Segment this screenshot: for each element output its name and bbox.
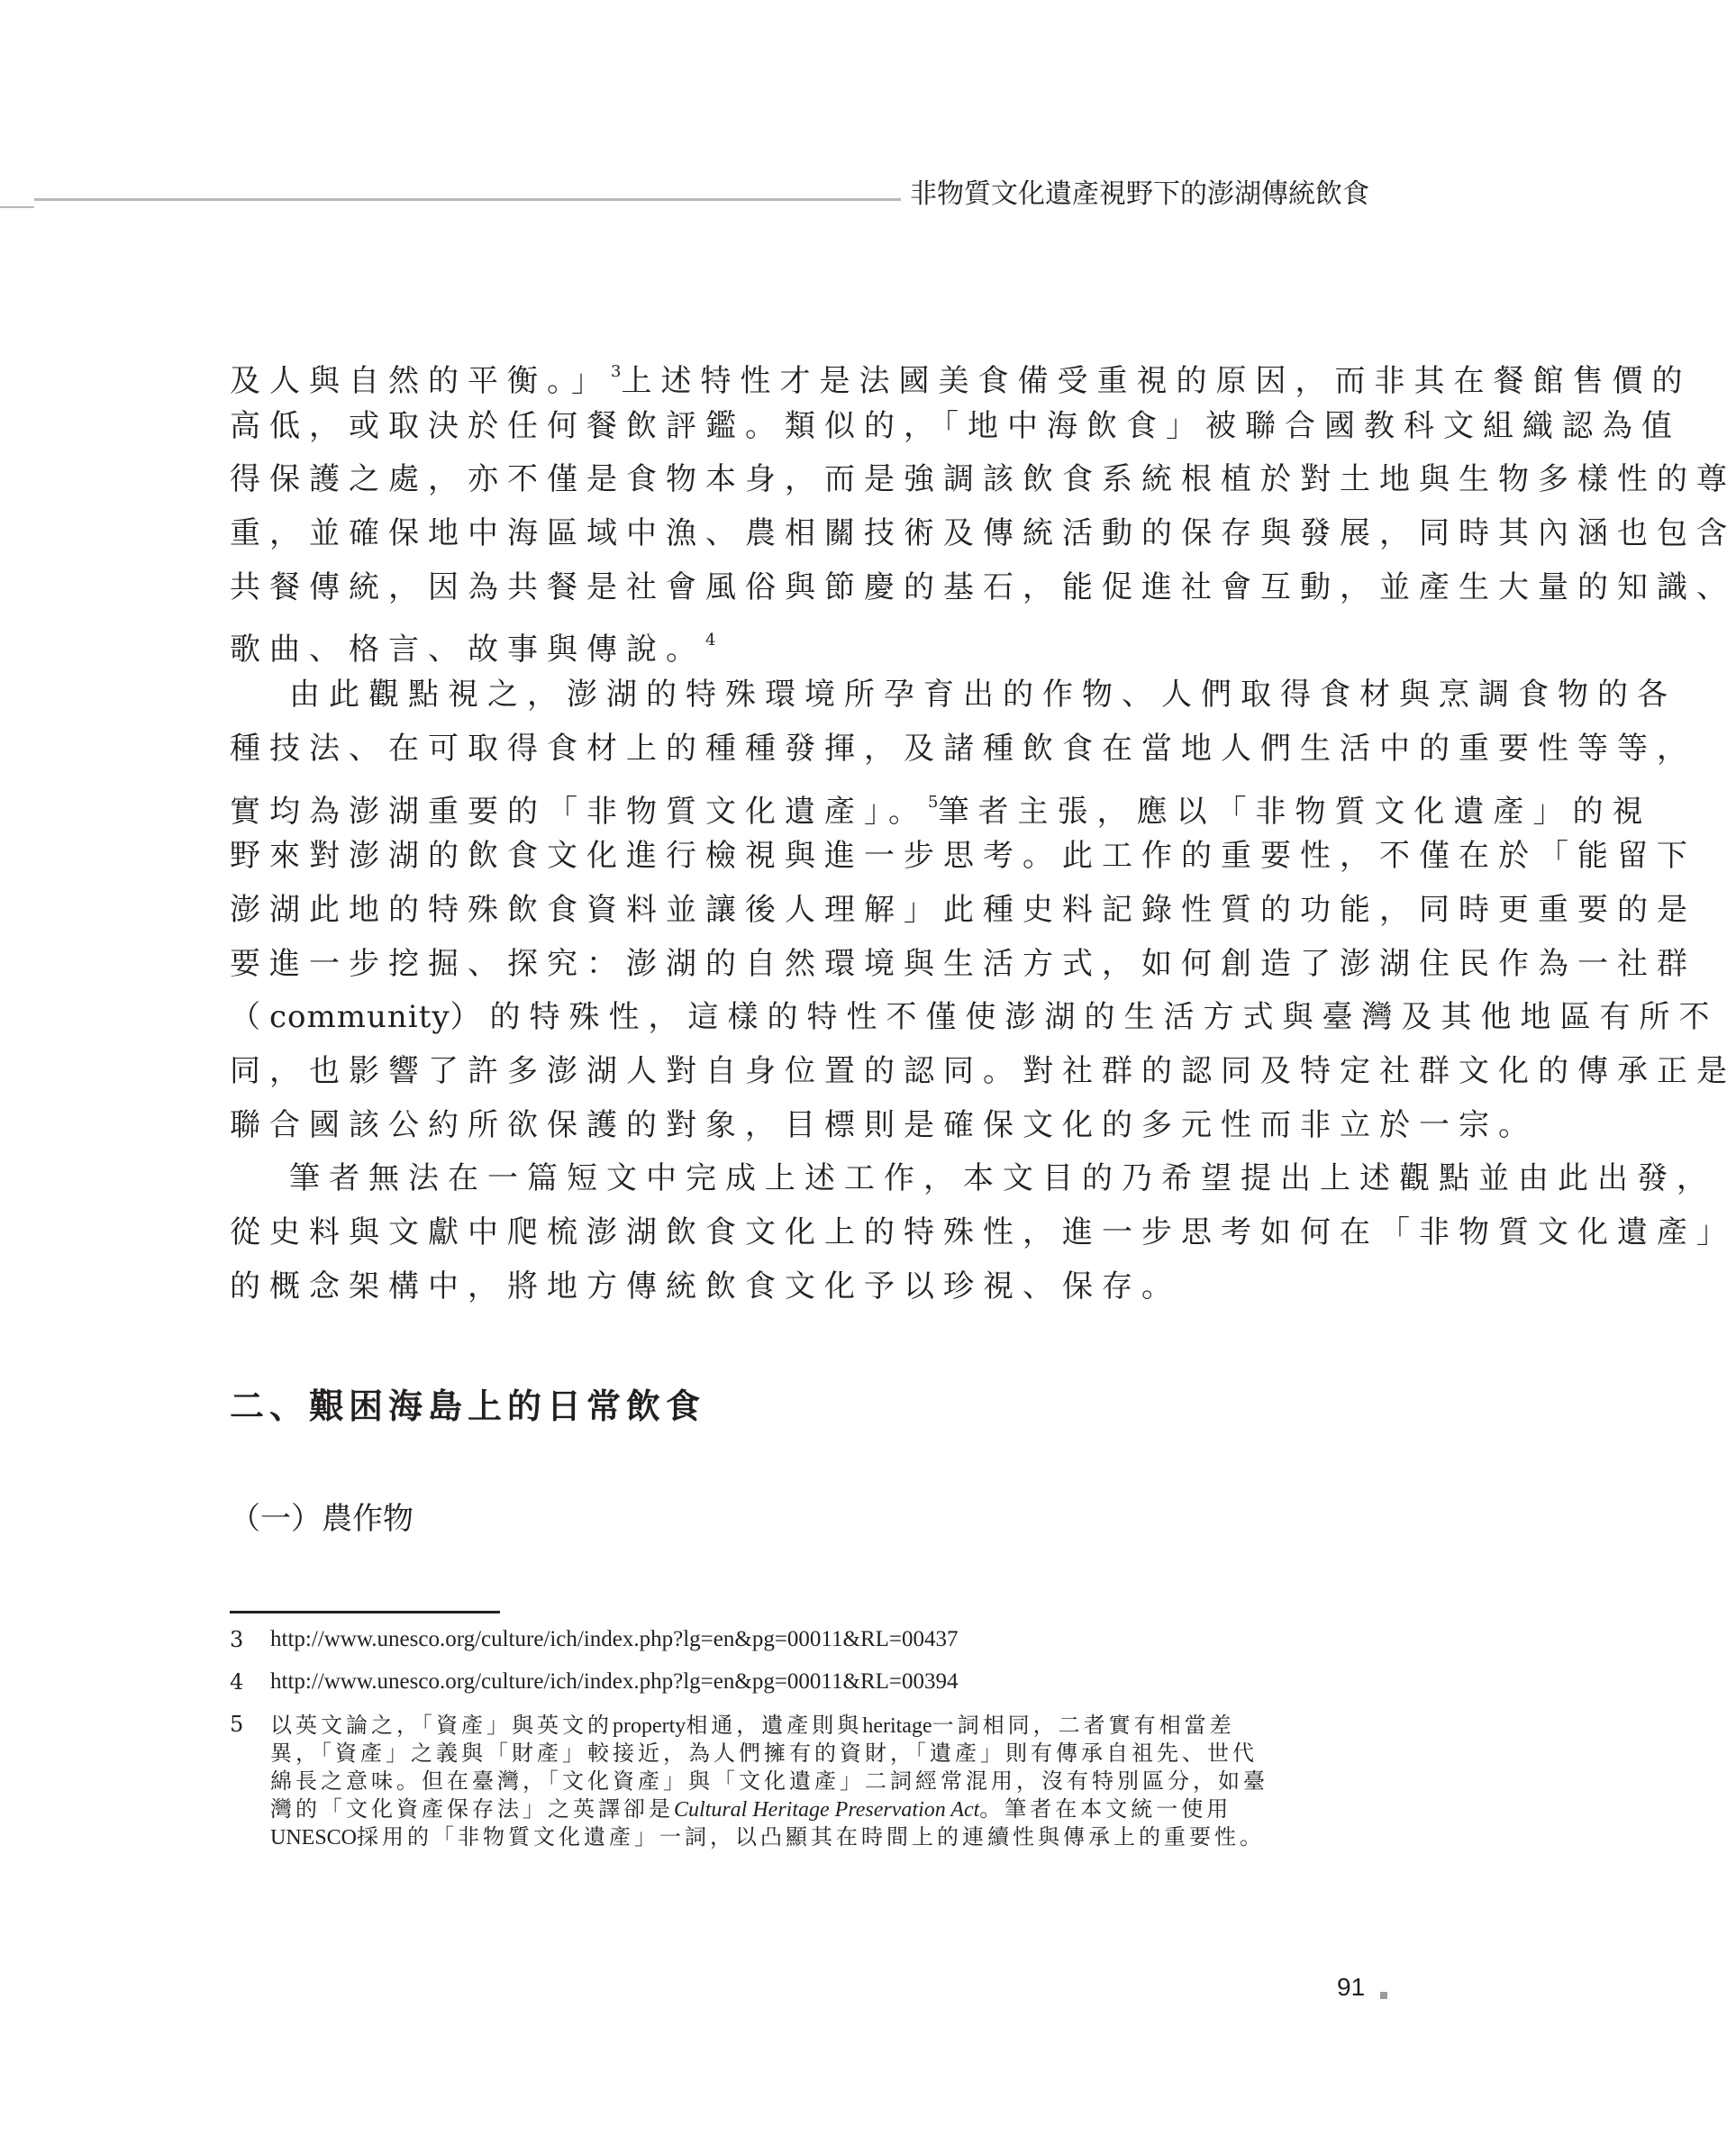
text-run: 共餐傳統，因為共餐是社會風俗與節慶的基石，能促進社會互動，並產生大量的知識、 bbox=[230, 568, 1736, 605]
footnote-link[interactable]: http://www.unesco.org/culture/ich/index.php?lg=en&pg=00011&RL=00437 bbox=[270, 1627, 959, 1651]
footnote-rule bbox=[230, 1611, 500, 1613]
body-line bbox=[230, 618, 1365, 672]
footnote-line bbox=[270, 1740, 1268, 1768]
footnote-link[interactable]: http://www.unesco.org/culture/ich/index.php?lg=en&pg=00011&RL=00394 bbox=[270, 1669, 959, 1694]
text-run: 由此觀點視之，澎湖的特殊環境所孕育出的作物、人們取得食材與烹調食物的各 bbox=[289, 677, 1677, 714]
footnote-number: 4 bbox=[230, 1669, 244, 1695]
body-line bbox=[230, 1103, 1538, 1157]
body-line bbox=[230, 1210, 1736, 1264]
text-run: 上述特性才是法國美食備受重視的原因，而非其在餐館售價的 bbox=[621, 363, 1692, 399]
body-line bbox=[230, 1264, 1365, 1318]
latin-text: heritage bbox=[862, 1714, 932, 1738]
text-run: 高低，或取決於任何餐飲評鑑。類似的，「地中海飲食」被聯合國教科文組織認為值 bbox=[230, 407, 1681, 444]
text-run: 灣的「文化資產保存法」之英譯卻是 bbox=[270, 1796, 674, 1822]
body-line bbox=[230, 350, 1692, 404]
running-head: 非物質文化遺產視野下的澎湖傳統飲食 bbox=[910, 178, 1369, 210]
body-line bbox=[230, 941, 1696, 995]
footnote-number: 3 bbox=[230, 1627, 244, 1652]
text-run: 異，「資產」之義與「財產」較接近，為人們擁有的資財，「遺產」則有傳承自祖先、世代 bbox=[270, 1741, 1258, 1766]
latin-text: property bbox=[613, 1714, 686, 1738]
text-run: 及人與自然的平衡。」 bbox=[230, 363, 611, 399]
text-run: 澎湖此地的特殊飲食資料並讓後人理解」此種史料記錄性質的功能，同時更重要的是 bbox=[230, 891, 1696, 928]
footnote-line bbox=[270, 1768, 1268, 1795]
text-run: 野來對澎湖的飲食文化進行檢視與進一步思考。此工作的重要性，不僅在於「能留下 bbox=[230, 838, 1696, 875]
text-run: 實均為澎湖重要的「非物質文化遺產」。 bbox=[230, 793, 928, 830]
text-run: 要進一步挖掘、探究：澎湖的自然環境與生活方式，如何創造了澎湖住民作為一社群 bbox=[230, 945, 1696, 982]
body-line bbox=[230, 726, 1696, 780]
text-run: 筆者無法在一篇短文中完成上述工作，本文目的乃希望提出上述觀點並由此出發， bbox=[289, 1160, 1716, 1197]
text-run: 得保護之處，亦不僅是食物本身，而是強調該飲食系統根植於對土地與生物多樣性的尊 bbox=[230, 461, 1736, 498]
body-line bbox=[230, 995, 1719, 1049]
footnote-line bbox=[270, 1795, 1268, 1823]
body-line bbox=[230, 511, 1736, 565]
page-marker-square bbox=[1380, 1992, 1387, 1999]
text-run: 歌曲、格言、故事與傳說。 bbox=[230, 632, 705, 668]
subsection-heading: （一）農作物 bbox=[230, 1501, 414, 1537]
body-line bbox=[230, 672, 1677, 726]
text-run: 種技法、在可取得食材上的種種發揮，及諸種飲食在當地人們生活中的重要性等等， bbox=[230, 730, 1696, 767]
footnote-ref: 4 bbox=[705, 631, 716, 650]
latin-text: community bbox=[269, 999, 450, 1036]
text-run: （ bbox=[230, 999, 269, 1036]
header-margin-tick bbox=[0, 206, 34, 208]
text-run: 筆者主張，應以「非物質文化遺產」的視 bbox=[938, 793, 1652, 830]
footnote-text bbox=[270, 1712, 1268, 1851]
body-line bbox=[230, 780, 1652, 834]
section-heading: 二、艱困海島上的日常飲食 bbox=[230, 1386, 706, 1426]
body-line bbox=[230, 1049, 1736, 1103]
latin-text: UNESCO bbox=[270, 1826, 358, 1850]
body-line bbox=[230, 565, 1736, 619]
body-line bbox=[230, 457, 1736, 511]
footnote-line bbox=[270, 1823, 1268, 1851]
text-run: 。筆者在本文統一使用 bbox=[979, 1796, 1232, 1822]
text-run: 重，並確保地中海區域中漁、農相關技術及傳統活動的保存與發展，同時其內涵也包含 bbox=[230, 515, 1736, 552]
italic-title: Cultural Heritage Preservation Act bbox=[674, 1798, 980, 1822]
footnote-line bbox=[270, 1712, 1268, 1740]
text-run: 聯合國該公約所欲保護的對象，目標則是確保文化的多元性而非立於一宗。 bbox=[230, 1106, 1538, 1143]
text-run: 的概念架構中，將地方傳統飲食文化予以珍視、保存。 bbox=[230, 1268, 1181, 1304]
text-run: ）的特殊性，這樣的特性不僅使澎湖的生活方式與臺灣及其他地區有所不 bbox=[450, 999, 1719, 1036]
text-run: 綿長之意味。但在臺灣，「文化資產」與「文化遺產」二詞經常混用，沒有特別區分，如臺 bbox=[270, 1768, 1268, 1794]
footnote-ref: 3 bbox=[611, 362, 622, 381]
text-run: 同，也影響了許多澎湖人對自身位置的認同。對社群的認同及特定社群文化的傳承正是 bbox=[230, 1052, 1736, 1089]
text-run: 以英文論之，「資產」與英文的 bbox=[270, 1713, 613, 1738]
body-text bbox=[230, 350, 1736, 1317]
body-line bbox=[230, 404, 1681, 458]
body-line bbox=[230, 887, 1696, 941]
page-number: 91 bbox=[1337, 1973, 1366, 2001]
text-run: 一詞相同，二者實有相當差 bbox=[932, 1713, 1235, 1738]
text-run: 採用的「非物質文化遺產」一詞，以凸顯其在時間上的連續性與傳承上的重要性。 bbox=[357, 1824, 1266, 1850]
header-rule bbox=[34, 198, 901, 201]
text-run: 相通，遺產則與 bbox=[686, 1713, 863, 1738]
footnote-ref: 5 bbox=[928, 792, 939, 812]
body-line bbox=[230, 1156, 1716, 1210]
footnote-number: 5 bbox=[230, 1712, 244, 1737]
body-line bbox=[230, 833, 1696, 887]
text-run: 從史料與文獻中爬梳澎湖飲食文化上的特殊性，進一步思考如何在「非物質文化遺產」 bbox=[230, 1214, 1736, 1250]
